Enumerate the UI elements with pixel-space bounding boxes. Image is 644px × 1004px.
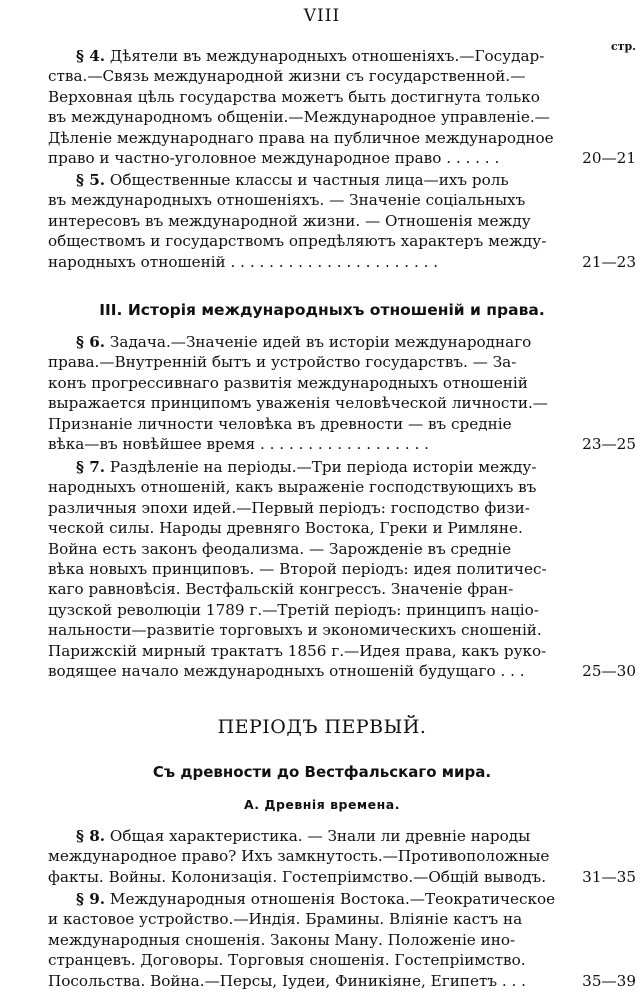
- toc-entry-5: [48, 170, 636, 272]
- entry-text: Задача.—Значеніе идей въ исторіи международнаго: [109, 333, 532, 351]
- entry-text: Международныя отношенія Востока.—Теократическое: [109, 890, 556, 908]
- entry-line: обществомъ и государствомъ опредѣляютъ характеръ между-: [48, 232, 547, 251]
- section-number: § 6.: [76, 333, 106, 351]
- entry-line: права.—Внутренній бытъ и устройство государствъ. — За-: [48, 353, 517, 372]
- section-number: § 8.: [76, 827, 106, 845]
- entry-line: народныхъ отношеній, какъ выраженіе господствующихъ въ: [48, 478, 537, 497]
- page-range: 35—39: [582, 971, 636, 990]
- page-number: VIII: [303, 6, 341, 26]
- section-number: § 4.: [76, 47, 106, 65]
- entry-line: ческой силы. Народы древняго Востока, Греки и Римляне.: [48, 519, 523, 538]
- entry-line: и кастовое устройство.—Индія. Брамины. Вліяніе кастъ на: [48, 910, 523, 929]
- entry-last-line: Посольства. Война.—Персы, Іудеи, Финикіяне, Египетъ . . .: [48, 971, 526, 990]
- part-heading: А. Древнія времена.: [244, 797, 400, 812]
- page-range: 23—25: [582, 435, 636, 454]
- toc-entry-9: [48, 889, 636, 991]
- column-header: стр.: [610, 40, 636, 53]
- section-number: § 5.: [76, 171, 106, 189]
- entry-text: Раздѣленіе на періоды.—Три періода исторіи между-: [109, 458, 537, 476]
- entry-line: странцевъ. Договоры. Торговыя сношенія. Гостепріимство.: [48, 951, 526, 970]
- page-range: 20—21: [582, 149, 636, 168]
- entry-line: Дѣленіе международнаго права на публичное международное: [48, 128, 554, 147]
- entry-line: [48, 170, 558, 190]
- entry-line: Парижскій мирный трактатъ 1856 г.—Идея права, какъ руко-: [48, 641, 547, 660]
- entry-line: интересовъ въ международной жизни. — Отношенія между: [48, 211, 531, 230]
- entry-line: кагo равновѣсія. Вестфальскій конгрессъ. Значеніе фран-: [48, 580, 514, 599]
- entry-line: международныя сношенія. Законы Ману. Положеніе ино-: [48, 930, 516, 949]
- entry-last-line: вѣка—въ новѣйшее время . . . . . . . . . . . . . . . . . .: [48, 435, 429, 454]
- entry-line: [48, 889, 558, 909]
- entry-text: Дѣятели въ международныхъ отношеніяхъ.—Государ-: [109, 47, 545, 65]
- entry-line: Верховная цѣль государства можетъ быть достигнута только: [48, 87, 540, 106]
- entry-line: въ международныхъ отношеніяхъ. — Значеніе соціальныхъ: [48, 191, 526, 210]
- entry-line: международное право? Ихъ замкнутость.—Противоположные: [48, 847, 550, 866]
- page-range: 31—35: [582, 867, 636, 886]
- entry-last-line: водящее начало международныхъ отношеній будущаго . . .: [48, 662, 525, 681]
- page-range: 25—30: [582, 662, 636, 681]
- entry-line: ства.—Связь международной жизни съ государственной.—: [48, 67, 526, 86]
- entry-text: Общественные классы и частныя лица—ихъ роль: [109, 171, 509, 189]
- entry-line: цузской революціи 1789 г.—Третій періодъ: принципъ націо-: [48, 600, 539, 619]
- toc-entry-7: [48, 457, 636, 681]
- entry-line: [48, 826, 558, 846]
- entry-last-line: народныхъ отношеній . . . . . . . . . . . . . . . . . . . . . .: [48, 252, 439, 271]
- entry-line: различныя эпохи идей.—Первый періодъ: господство физи-: [48, 498, 530, 517]
- toc-entry-4: [48, 46, 636, 168]
- page-range: 21—23: [582, 252, 636, 271]
- entry-line: Признаніе личности человѣка въ древности — въ средніе: [48, 414, 512, 433]
- entry-line: конъ прогрессивнаго развитія международныхъ отношеній: [48, 373, 528, 392]
- entry-line: выражается принципомъ уваженія человѣческой личности.—: [48, 394, 548, 413]
- entry-line: [48, 332, 558, 352]
- entry-line: вѣка новыхъ принциповъ. — Второй періодъ: идея политичес-: [48, 560, 547, 579]
- entry-line: въ международномъ общеніи.—Международное управленіе.—: [48, 108, 550, 127]
- entry-text: Общая характеристика. — Знали ли древніе народы: [109, 827, 531, 845]
- section-heading: III. Исторія международныхъ отношеній и права.: [99, 301, 545, 319]
- entry-line: нальности—развитіе торговыхъ и экономическихъ сношеній.: [48, 621, 542, 640]
- entry-line: Война есть законъ феодализма. — Зарожденіе въ средніе: [48, 539, 512, 558]
- toc-entry-8: [48, 826, 636, 887]
- entry-line: [48, 457, 558, 477]
- period-subheading: Съ древности до Вестфальскаго мира.: [152, 763, 492, 781]
- period-heading: ПЕРІОДЪ ПЕРВЫЙ.: [217, 716, 427, 738]
- entry-last-line: право и частно-уголовное международное право . . . . . .: [48, 149, 500, 168]
- section-number: § 7.: [76, 458, 106, 476]
- entry-line: [48, 46, 558, 66]
- section-number: § 9.: [76, 890, 106, 908]
- toc-entry-6: [48, 332, 636, 454]
- entry-last-line: факты. Войны. Колонизація. Гостепріимство.—Общій выводъ.: [48, 867, 547, 886]
